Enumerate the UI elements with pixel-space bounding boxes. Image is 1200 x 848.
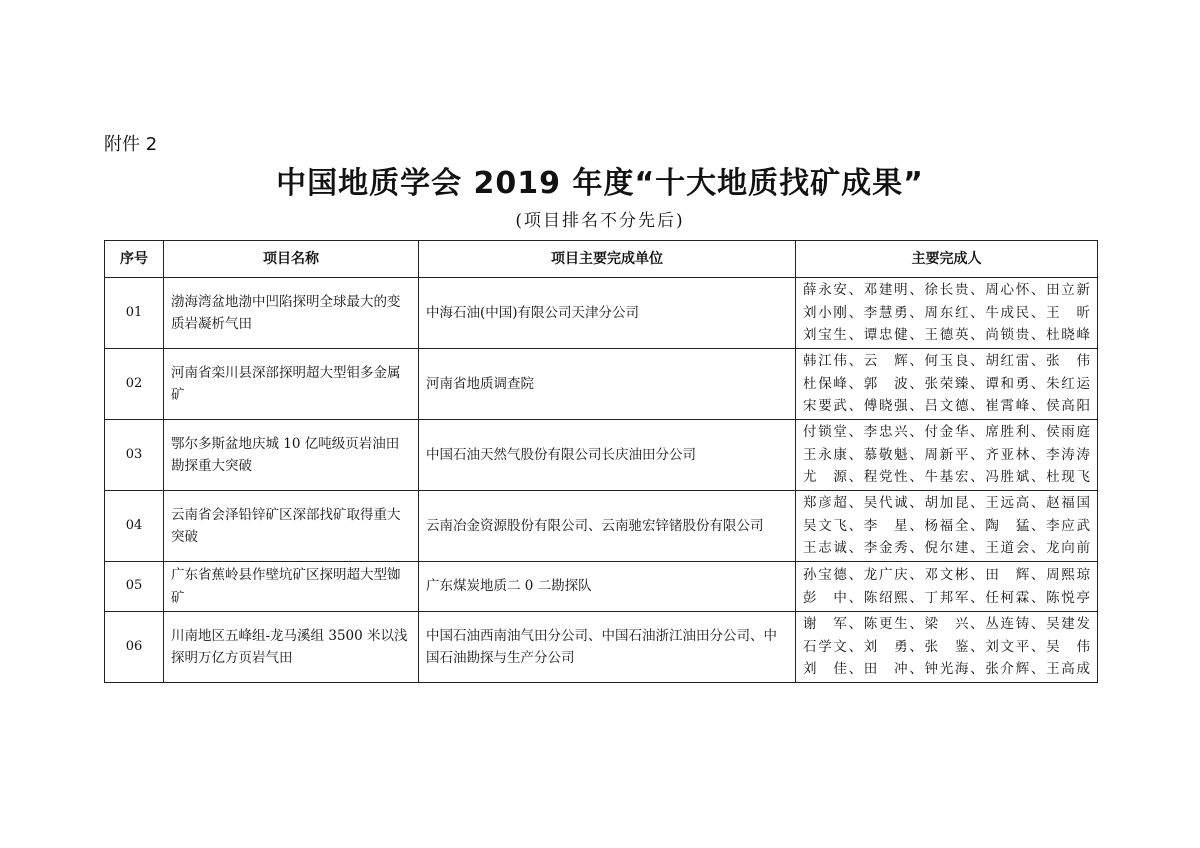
document-title: 中国地质学会 2019 年度“十大地质找矿成果” [276, 166, 924, 201]
row-project-name: 渤海湾盆地渤中凹陷探明全球最大的变质岩凝析气田 [164, 278, 419, 349]
people-line: 郑彦超、吴代诚、胡加昆、王远高、赵福国 [803, 495, 1090, 512]
table-row [105, 491, 1098, 562]
row-no: 03 [105, 420, 164, 491]
row-project-name: 鄂尔多斯盆地庆城 10 亿吨级页岩油田勘探重大突破 [164, 420, 419, 491]
row-unit: 中海石油(中国)有限公司天津分公司 [419, 278, 796, 349]
people-line: 王志诚、李金秀、倪尔建、王道会、龙向前 [803, 540, 1090, 557]
people-line: 韩江伟、云 辉、何玉良、胡红雷、张 伟 [803, 353, 1090, 370]
row-people [796, 349, 1098, 420]
results-table [104, 240, 1098, 683]
table-row [105, 420, 1098, 491]
row-unit: 广东煤炭地质二 0 二勘探队 [419, 562, 796, 612]
row-no: 01 [105, 278, 164, 349]
row-project-name: 广东省蕉岭县作壁坑矿区探明超大型铷矿 [164, 562, 419, 612]
table-row [105, 349, 1098, 420]
people-line: 刘宝生、谭忠健、王德英、尚锁贵、杜晓峰 [803, 327, 1090, 344]
people-line: 尤 源、程党性、牛基宏、冯胜斌、杜现飞 [803, 469, 1090, 486]
people-line: 王永康、慕敬魁、周新平、齐亚林、李涛涛 [803, 446, 1090, 463]
table-row [105, 612, 1098, 683]
row-project-name: 云南省会泽铅锌矿区深部找矿取得重大突破 [164, 491, 419, 562]
people-line: 杜保峰、郭 波、张荣臻、谭和勇、朱红运 [803, 375, 1090, 392]
row-no: 05 [105, 562, 164, 612]
people-line: 刘 佳、田 冲、钟光海、张介辉、王高成 [803, 661, 1090, 678]
attachment-label: 附件 2 [104, 134, 158, 155]
row-no: 04 [105, 491, 164, 562]
people-line: 刘小刚、李慧勇、周东红、牛成民、王 昕 [803, 304, 1090, 321]
row-people [796, 278, 1098, 349]
document-subtitle: (项目排名不分先后) [515, 211, 685, 231]
header-project-name: 项目名称 [164, 241, 419, 278]
table-header-row [105, 241, 1098, 278]
header-no: 序号 [105, 241, 164, 278]
header-unit: 项目主要完成单位 [419, 241, 796, 278]
row-no: 06 [105, 612, 164, 683]
row-people [796, 491, 1098, 562]
row-unit: 河南省地质调查院 [419, 349, 796, 420]
people-line: 彭 中、陈绍熙、丁邦军、任柯霖、陈悦亭 [803, 589, 1090, 606]
row-project-name: 川南地区五峰组-龙马溪组 3500 米以浅探明万亿方页岩气田 [164, 612, 419, 683]
row-no: 02 [105, 349, 164, 420]
row-people [796, 612, 1098, 683]
row-unit: 云南冶金资源股份有限公司、云南驰宏锌锗股份有限公司 [419, 491, 796, 562]
people-line: 石学文、刘 勇、张 鉴、刘文平、吴 伟 [803, 638, 1090, 655]
row-project-name: 河南省栾川县深部探明超大型钼多金属矿 [164, 349, 419, 420]
people-line: 薛永安、邓建明、徐长贵、周心怀、田立新 [803, 282, 1090, 299]
table-row [105, 278, 1098, 349]
header-people: 主要完成人 [796, 241, 1098, 278]
row-unit: 中国石油西南油气田分公司、中国石油浙江油田分公司、中国石油勘探与生产分公司 [419, 612, 796, 683]
people-line: 孙宝德、龙广庆、邓文彬、田 辉、周熙琼 [803, 567, 1090, 583]
people-line: 谢 军、陈更生、梁 兴、丛连铸、吴建发 [803, 616, 1090, 633]
table-row [105, 562, 1098, 612]
people-line: 吴文飞、李 星、杨福全、陶 猛、李应武 [803, 517, 1090, 534]
row-people [796, 562, 1098, 612]
people-line: 付锁堂、李忠兴、付金华、席胜利、侯雨庭 [803, 424, 1090, 441]
people-line: 宋要武、傅晓强、吕文德、崔霄峰、侯高阳 [803, 398, 1090, 415]
row-unit: 中国石油天然气股份有限公司长庆油田分公司 [419, 420, 796, 491]
row-people [796, 420, 1098, 491]
